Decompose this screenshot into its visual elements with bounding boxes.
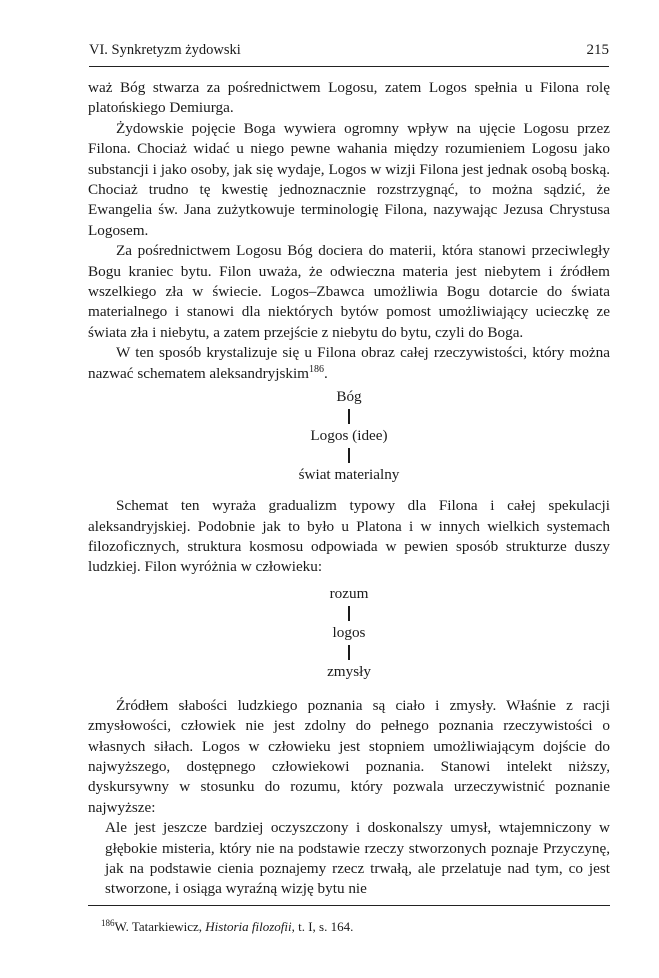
scheme-node-reason: rozum xyxy=(329,584,369,602)
page-header xyxy=(89,42,609,68)
footnote-rule xyxy=(88,905,610,906)
scheme-node-soul-logos: logos xyxy=(332,623,366,641)
paragraph-6: Źródłem słabości ludzkiego poznania są ciało i zmysły. Właśnie z racji zmysłowości, człowiek nie jest zdolny do pełnego poznania rzeczywistości o własnych siłach. Logos w człowieku jest stopniem umożliwiającym dojście do najwyższego, dostępnego człowiekowi poznania. Stanowi intelekt niższy, dyskursywny w stosunku do rozumu, który pozwala urzeczywistnić poznanie najwyższe: xyxy=(88,696,610,816)
header-rule xyxy=(89,66,609,67)
paragraph-2: Żydowskie pojęcie Boga wywiera ogromny wpływ na ujęcie Logosu przez Filona. Chociaż widać u niego pewne wahania między rozumieniem Logosu jako substancji i jako osoby, jak się wydaje, Logos w wizji Filona jest jednak osobą boską. Chociaż trudno tę kwestię jednoznacznie rozstrzygnąć, to można sądzić, że Ewangelia św. Jana zużytkowuje terminologię Filona, nazywając Jezusa Chrystusa Logosem. xyxy=(88,119,610,239)
footnote-title: Historia filozofii xyxy=(205,919,292,934)
footnote-reference: 186 xyxy=(308,363,324,375)
scheme-connector xyxy=(348,409,350,424)
paragraph-3: Za pośrednictwem Logosu Bóg dociera do materii, która stanowi przeciwległy Bogu kraniec bytu. Filon uważa, że odwieczna materia jest niebytem i źródłem wszelkiego zła w świecie. Logos–Zbawca umożliwia Bogu dotarcie do świata materialnego i stanowi dla niektórych bytów pomost umożliwiający ucieczkę ze świata zła i niebytu, a zatem przejście z niebytu do bytu, czyli do Boga. xyxy=(88,242,610,341)
paragraph-5: Schemat ten wyraża gradualizm typowy dla Filona i całej spekulacji aleksandryjskiej. Podobnie jak to było u Platona i w innych wielkich systemach filozoficznych, struktura kosmosu odpowiada w pewien sposób strukturze duszy ludzkiej. Filon wyróżnia w człowieku: xyxy=(88,497,610,576)
scheme-connector xyxy=(348,645,350,660)
footnote-186 xyxy=(101,919,353,935)
footnote-number: 186 xyxy=(101,918,115,928)
block-quote: Ale jest jeszcze bardziej oczyszczony i doskonalszy umysł, wtajemniczony w głębokie misteria, który nie na podstawie rzeczy stworzonych poznaje Przyczynę, jak na podstawie cienia poznajemy rzecz trwałą, ale przelatuje nad tym, co jest stworzone, i osiąga wyraźną wizję bytu nie xyxy=(105,819,610,898)
footnote-author: W. Tatarkiewicz, xyxy=(114,919,206,934)
footnote-area xyxy=(88,905,610,945)
paragraph-4-end: . xyxy=(323,364,328,382)
scheme-node-god: Bóg xyxy=(336,388,362,406)
footnote-rest: , t. I, s. 164. xyxy=(291,919,354,934)
scheme-connector xyxy=(348,606,350,621)
scheme-node-logos: Logos (idee) xyxy=(310,427,388,445)
paragraph-4-text: W ten sposób krystalizuje się u Filona obraz całej rzeczywistości, który można nazwać schematem aleksandryjskim xyxy=(88,344,610,382)
running-head: VI. Synkretyzm żydowski xyxy=(89,42,241,58)
paragraph-4 xyxy=(88,343,610,384)
alexandrian-scheme xyxy=(88,387,610,485)
body-text xyxy=(88,78,610,900)
paragraph-1: waż Bóg stwarza za pośrednictwem Logosu, zatem Logos spełnia u Filona rolę platońskiego Demiurga. xyxy=(88,79,610,117)
scheme-connector xyxy=(348,448,350,463)
scheme-node-senses: zmysły xyxy=(327,662,371,680)
scheme-node-world: świat materialny xyxy=(298,466,400,484)
page-number: 215 xyxy=(586,42,609,58)
soul-scheme xyxy=(88,584,610,682)
